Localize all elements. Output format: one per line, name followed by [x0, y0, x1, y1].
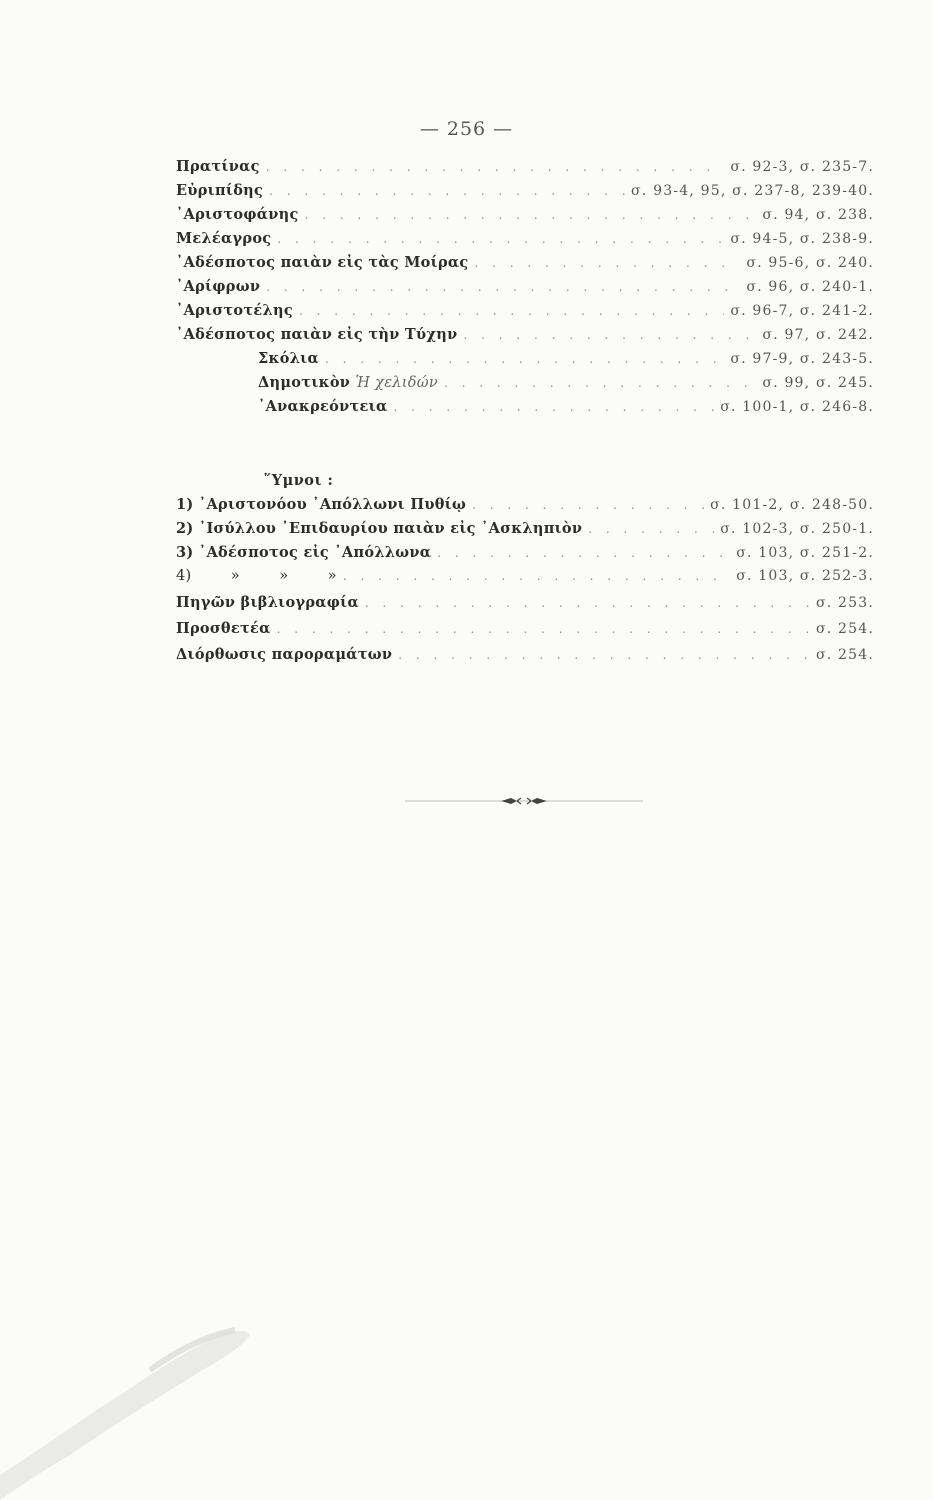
toc-row — [176, 158, 874, 182]
toc-pages: σ. 94, σ. 238. — [762, 207, 874, 223]
toc-pages: σ. 253. — [815, 595, 874, 611]
toc-row — [176, 496, 874, 520]
dot-leader — [588, 522, 714, 536]
dot-leader — [299, 304, 724, 318]
toc-title: 1) ᾿Αριστονόου ᾿Απόλλωνι Πυθίῳ — [176, 496, 467, 513]
toc-row — [176, 544, 874, 568]
toc-title: Πρατίνας — [176, 158, 260, 175]
toc-pages: σ. 94-5, σ. 238-9. — [730, 231, 874, 247]
toc-row — [176, 230, 874, 254]
toc-row — [176, 520, 874, 544]
dot-leader — [305, 208, 757, 222]
toc-title: 2) ᾿Ισύλλου ᾿Επιδαυρίου παιὰν εἰς ᾿Ασκληπιὸν — [176, 520, 583, 537]
page-number: — 256 — — [419, 118, 514, 140]
toc-row — [176, 206, 874, 230]
toc-title-extra: Ἡ χελιδών — [355, 375, 439, 391]
toc-title — [258, 374, 438, 391]
toc-title: Εὐριπίδης — [176, 182, 264, 199]
toc-pages: σ. 103, σ. 252-3. — [736, 568, 874, 584]
toc-title: ᾿Αριστοτέλης — [176, 302, 293, 319]
toc-title: ᾿Αδέσποτος παιὰν εἰς τὰς Μοίρας — [176, 254, 469, 271]
toc-pages: σ. 92-3, σ. 235-7. — [730, 159, 874, 175]
dot-leader — [365, 596, 810, 610]
toc-pages: σ. 103, σ. 251-2. — [736, 545, 874, 561]
toc-title: ᾿Αρίφρων — [176, 278, 261, 295]
toc-title: Διόρθωσις παροραμάτων — [176, 646, 393, 663]
toc-pages: σ. 96-7, σ. 241-2. — [730, 303, 874, 319]
toc-title: ᾿Αδέσποτος παιὰν εἰς τὴν Τύχην — [176, 326, 458, 343]
dot-leader — [393, 400, 714, 414]
dot-leader — [266, 160, 725, 174]
toc-row — [176, 568, 874, 592]
toc-row — [176, 302, 874, 326]
toc-pages: σ. 97-9, σ. 243-5. — [730, 351, 874, 367]
toc-row — [176, 182, 874, 206]
toc-title-main: Δημοτικὸν — [258, 374, 351, 391]
toc-pages: σ. 102-3, σ. 250-1. — [720, 521, 874, 537]
dot-leader — [277, 232, 724, 246]
toc-row — [176, 278, 874, 302]
toc-pages: σ. 93-4, 95, σ. 237-8, 239-40. — [631, 183, 874, 199]
toc-pages: σ. 254. — [815, 647, 874, 663]
dot-leader — [463, 328, 756, 342]
dot-leader — [277, 622, 810, 636]
dot-leader — [266, 280, 740, 294]
toc-title: Προσθετέα — [176, 620, 271, 637]
toc-pages: σ. 101-2, σ. 248-50. — [710, 497, 874, 513]
toc-title: Σκόλια — [258, 350, 319, 367]
toc-row — [176, 594, 874, 618]
toc-pages: σ. 99, σ. 245. — [762, 375, 874, 391]
dot-leader — [444, 376, 756, 390]
toc-row — [176, 620, 874, 644]
dot-leader — [437, 546, 730, 560]
dot-leader — [325, 352, 724, 366]
toc-title: Μελέαγρος — [176, 230, 272, 247]
dot-leader — [475, 256, 741, 270]
toc-title: 4) » » » — [176, 568, 337, 584]
toc-row — [176, 254, 874, 278]
toc-row — [176, 646, 874, 670]
toc-pages: σ. 96, σ. 240-1. — [746, 279, 874, 295]
dot-leader — [398, 648, 810, 662]
toc-row — [258, 398, 874, 422]
toc-title: 3) ᾿Αδέσποτος εἰς ᾿Απόλλωνα — [176, 544, 432, 561]
toc-row — [258, 350, 874, 374]
toc-pages: σ. 254. — [815, 621, 874, 637]
page-stain — [0, 1300, 260, 1500]
divider-ornament — [405, 795, 643, 807]
toc-title: Πηγῶν βιβλιογραφία — [176, 594, 359, 611]
toc-title: ᾿Αριστοφάνης — [176, 206, 299, 223]
toc-pages: σ. 95-6, σ. 240. — [746, 255, 874, 271]
toc-pages: σ. 97, σ. 242. — [762, 327, 874, 343]
dot-leader — [269, 184, 625, 198]
toc-pages: σ. 100-1, σ. 246-8. — [720, 399, 874, 415]
toc-title: ᾿Ανακρεόντεια — [258, 398, 388, 415]
toc-row — [258, 374, 874, 398]
dot-leader — [472, 498, 704, 512]
dot-leader — [343, 569, 730, 583]
hymns-heading: ῞Υμνοι : — [264, 472, 334, 489]
toc-row — [176, 326, 874, 350]
